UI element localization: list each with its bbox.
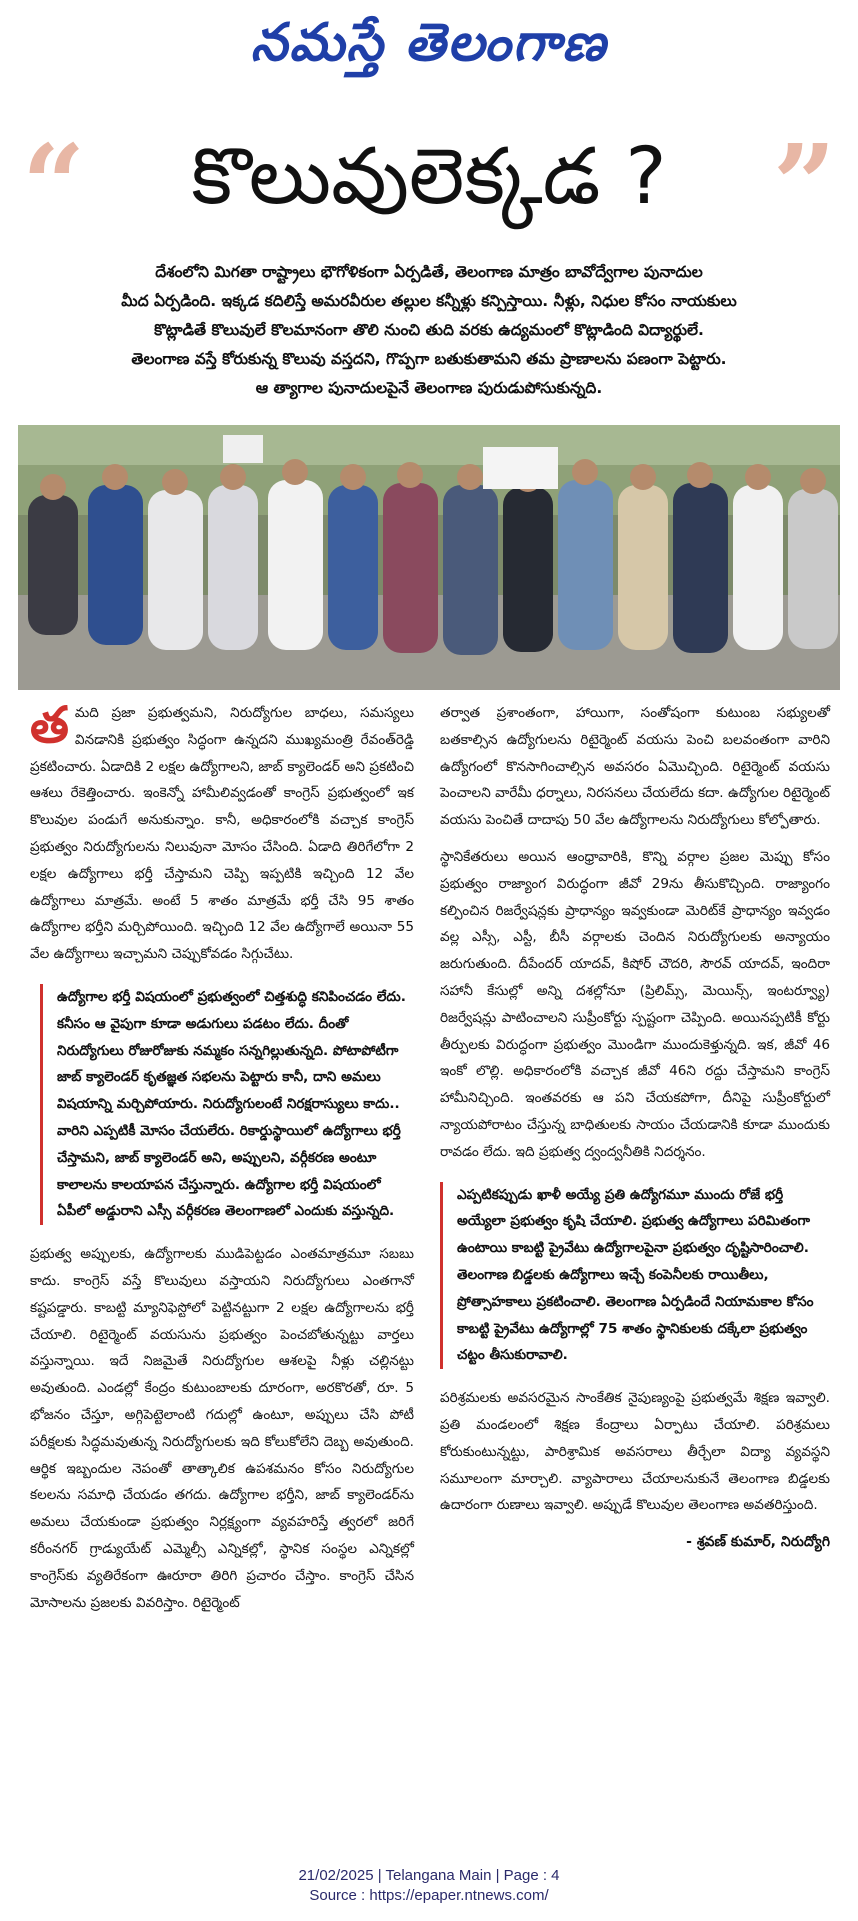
close-quote-mark: ” bbox=[772, 120, 836, 249]
protest-photo bbox=[18, 425, 840, 690]
masthead-logo: నమస్తే తెలంగాణ bbox=[250, 12, 608, 73]
article-paragraph: తర్వాత ప్రశాంతంగా, హాయిగా, సంతోషంగా కుటుంబ సభ్యులతో బతకాల్సిన ఉద్యోగులను రిటైర్మెంట్ వయసు పెంచి బలవంతంగా వారిని ఉద్యోగంలో కొనసాగించాల్సిన అవసరం ఏమొచ్చింది. రిటైర్మెంట్ వయసు పెంచాలని వారేమీ ధర్నాలు, నిరసనలు చేయలేదు కదా. ఉద్యోగుల రిటైర్మెంట్ వయసు పెంచితే దాదాపు 50 వేల ఉద్యోగాలను నిరుద్యోగులు కోల్పోతారు. bbox=[440, 705, 830, 829]
open-quote-mark: “ bbox=[22, 120, 86, 249]
author-byline: - శ్రవణ్ కుమార్, నిరుద్యోగి bbox=[686, 1534, 830, 1551]
intro-line: మీద ఏర్పడింది. ఇక్కడ కదిలిస్తే అమరవీరుల తల్లుల కన్నీళ్లు కన్పిస్తాయి. నీళ్లు, నిధుల కోసం నాయకులు bbox=[121, 292, 737, 310]
article-paragraph: పరిశ్రమలకు అవసరమైన సాంకేతిక నైపుణ్యంపై ప్రభుత్వమే శిక్షణ ఇవ్వాలి. ప్రతి మండలంలో శిక్షణ కేంద్రాలు ఏర్పాటు చేయాలి. పరిశ్రమలు కోరుకుంటున్నట్టు, పారిశ్రామిక అవసరాలు తీర్చేలా విద్యా వ్యవస్థని సమూలంగా మార్చాలి. వ్యాపారాలు చేయాలనుకునే తెలంగాణ బిడ్డలకు ఉదారంగా రుణాలు ఇవ్వాలి. అప్పుడే కొలువుల తెలంగాణ అవతరిస్తుంది. bbox=[440, 1390, 830, 1514]
intro-line: తెలంగాణ వస్తే కోరుకున్న కొలువు వస్తదని, గొప్పగా బతుకుతామని తమ ప్రాణాలను పణంగా పెట్టారు. bbox=[131, 350, 727, 368]
dropcap: త bbox=[30, 696, 69, 754]
intro-line: కొట్లాడితే కొలువులే కొలమానంగా తొలి నుంచి తుది వరకు ఉద్యమంలో కొట్లాడింది విద్యార్థులే. bbox=[154, 321, 704, 339]
article-paragraph bbox=[30, 696, 414, 968]
intro-paragraph bbox=[40, 258, 818, 403]
article-paragraph: స్థానికేతరులు అయిన ఆంధ్రావారికి, కొన్ని వర్గాల ప్రజల మెప్పు కోసం ప్రభుత్వం రాజ్యాంగ విరుద్ధంగా జీవో 29ను తీసుకొచ్చింది. రాజ్యాంగం కల్పించిన రిజర్వేషన్లకు ప్రాధాన్యం ఇవ్వకుండా మెరిట్‌కే ప్రాధాన్యం ఇవ్వడం వల్ల ఎస్సీ, ఎస్టీ, బీసీ వర్గాలకు చెందిన నిరుద్యోగులకు అన్యాయం జరుగుతుంది. దీపేందర్ యాదవ్, కిషోర్ చౌదరి, సౌరవ్ యాదవ్, ఇందిరా సహానీ కేసుల్లో అన్ని దశల్లోనూ (ప్రిలిమ్స్, మెయిన్స్, ఇంటర్వ్యూ) రిజర్వేషన్లు పాటించాలని సుప్రీంకోర్టు స్పష్టంగా చెప్పింది. అయినప్పటికీ కోర్టు తీర్పులకు విరుద్ధంగా ప్రభుత్వం మొండిగా ముందుకెళ్తున్నది. ఇక, జీవో 46 ఇంకో లొల్లి. అధికారంలోకి వచ్చాక జీవో 46ని రద్దు చేస్తామని కాంగ్రెస్ హామీనిచ్చింది. ఇంతవరకు ఆ పని చేయకపోగా, దీనిపై సుప్రీంకోర్టులో న్యాయపోరాటం చేస్తున్న బాధితులకు సాయం చేయడానికి కూడా ముందుకు రావడం లేదు. ఇది ప్రభుత్వ ద్వంద్వనీతికి నిదర్శనం. bbox=[440, 848, 830, 1160]
page-footer bbox=[0, 1866, 858, 1906]
paragraph-text: మది ప్రజా ప్రభుత్వమని, నిరుద్యోగుల బాధలు, సమస్యలు వినడానికి ప్రభుత్వం సిద్ధంగా ఉన్నదని ముఖ్యమంత్రి రేవంత్‌రెడ్డి ప్రకటించారు. ఏడాదికి 2 లక్షల ఉద్యోగాలని, జాబ్ క్యాలెండర్ అని ప్రకటించి ఆశలు రేకెత్తించారు. ఇంకెన్నో హామీలివ్వడంతో కాంగ్రెస్ ప్రభుత్వంలో ఇక కొలువుల పండుగే అనుకున్నాం. కానీ, అధికారంలోకి వచ్చాక కాంగ్రెస్ ప్రభుత్వం నిరుద్యోగులను నిలువునా మోసం చేసింది. ఏడాది తిరిగేలోగా 2 లక్షల ఉద్యోగాలు భర్తీ చేస్తామని చెప్పి ఇప్పటికి ఇచ్చింది 12 వేల ఉద్యోగాలు మాత్రమే. అంటే 5 శాతం మాత్రమే భర్తీ చేసి 95 శాతం ఉద్యోగాల భర్తీని మర్చిపోయింది. ఇచ్చింది 12 వేల ఉద్యోగాలే అయినా 55 వేల ఉద్యోగాలు ఇచ్చామని చెప్పుకోవడం సిగ్గుచేటు. bbox=[30, 705, 414, 963]
headline: కొలువులెక్కడ ? bbox=[191, 132, 667, 222]
edition-info: 21/02/2025 | Telangana Main | Page : 4 bbox=[298, 1867, 560, 1884]
intro-line: ఆ త్యాగాల పునాదులపైనే తెలంగాణ పురుడుపోసుకున్నది. bbox=[255, 379, 603, 397]
article-paragraph: ప్రభుత్వ అప్పులకు, ఉద్యోగాలకు ముడిపెట్టడం ఎంతమాత్రమూ సబబు కాదు. కాంగ్రెస్ వస్తే కొలువులు వస్తాయని నిరుద్యోగులు ఎంతగానో కష్టపడ్డారు. కాబట్టి మ్యానిఫెస్టోలో పెట్టినట్టుగా 2 లక్షల ఉద్యోగాలను భర్తీ చేయాలి. రిటైర్మెంట్ వయసును ప్రభుత్వం పెంచబోతున్నట్టు వార్తలు వస్తున్నాయి. ఇదే నిజమైతే నిరుద్యోగుల ఆశలపై నీళ్లు చల్లినట్టు అవుతుంది. ఎండల్లో కేంద్రం కుటుంబాలకు దూరంగా, అరకొరతో, రూ. 5 భోజనం చేస్తూ, అగ్గిపెట్టెలాంటి గదుల్లో ఉంటూ, అప్పులు చేసి పోటీ పరీక్షలకు సిద్ధమవుతున్న నిరుద్యోగులకు ఇది కోలుకోలేని దెబ్బ అవుతుంది. ఆర్థిక ఇబ్బందుల నెపంతో తాత్కాలిక ఉపశమనం కోసం నిరుద్యోగుల కలలను సమాధి చేయడం తగదు. ఉద్యోగాల భర్తీని, జాబ్ క్యాలెండర్‌ను అమలు చేయకుండా ప్రభుత్వం నిర్లక్ష్యంగా వ్యవహరిస్తే త్వరలో జరిగే కరీంనగర్ గ్రాడ్యుయేట్ ఎమ్మెల్సీ ఎన్నికల్లో, స్థానిక సంస్థల ఎన్నికల్లో కాంగ్రెస్‌కు వ్యతిరేకంగా ఊరూరా తిరిగి ప్రచారం చేస్తాం. కాంగ్రెస్ చేసిన మోసాలను ప్రజలకు వివరిస్తాం. రిటైర్మెంట్ bbox=[30, 1246, 414, 1611]
right-column bbox=[440, 700, 830, 1556]
left-column bbox=[30, 696, 414, 1626]
intro-line: దేశంలోని మిగతా రాష్ట్రాలు భౌగోళికంగా ఏర్పడితే, తెలంగాణ మాత్రం బావోద్వేగాల పునాదుల bbox=[155, 263, 703, 281]
pull-quote: ఉద్యోగాల భర్తీ విషయంలో ప్రభుత్వంలో చిత్తశుద్ధి కనిపించడం లేదు. కనీసం ఆ వైపుగా కూడా అడుగులు పడటం లేదు. దీంతో నిరుద్యోగులు రోజురోజుకు నమ్మకం సన్నగిల్లుతున్నది. పోటాపోటీగా జాబ్ క్యాలెండర్ కృతజ్ఞత సభలను పెట్టారు కానీ, దాని అమలు విషయాన్ని మర్చిపోయారు. నిరుద్యోగులంటే నిరక్షరాస్యులు కాదు.. వారిని ఎప్పటికీ మోసం చేయలేరు. రికార్డుస్థాయిలో ఉద్యోగాలు భర్తీ చేస్తామని, జాబ్ క్యాలెండర్ అని, అప్పులని, వర్గీకరణ అంటూ కాలాలను కాలయాపన చేస్తున్నారు. ఉద్యోగాల భర్తీ విషయంలో ఏపీలో అడ్డురాని ఎస్సీ వర్గీకరణ తెలంగాణలో ఎందుకు వస్తున్నది. bbox=[40, 984, 414, 1225]
protest-photo-illustration bbox=[18, 425, 840, 690]
source-link[interactable]: Source : https://epaper.ntnews.com/ bbox=[309, 1887, 549, 1904]
pull-quote: ఎప్పటికప్పుడు ఖాళీ అయ్యే ప్రతి ఉద్యోగమూ ముందు రోజే భర్తీ అయ్యేలా ప్రభుత్వం కృషి చేయాలి. ప్రభుత్వ ఉద్యోగాలు పరిమితంగా ఉంటాయి కాబట్టి ప్రైవేటు ఉద్యోగాలపైనా ప్రభుత్వం దృష్టిసారించాలి. తెలంగాణ బిడ్డలకు ఉద్యోగాలు ఇచ్చే కంపెనీలకు రాయితీలు, ప్రోత్సాహకాలు ప్రకటించాలి. తెలంగాణ ఏర్పడిందే నియామకాల కోసం కాబట్టి ప్రైవేటు ఉద్యోగాల్లో 75 శాతం స్థానికులకు దక్కేలా ప్రభుత్వం చట్టం తీసుకురావాలి. bbox=[440, 1182, 830, 1370]
